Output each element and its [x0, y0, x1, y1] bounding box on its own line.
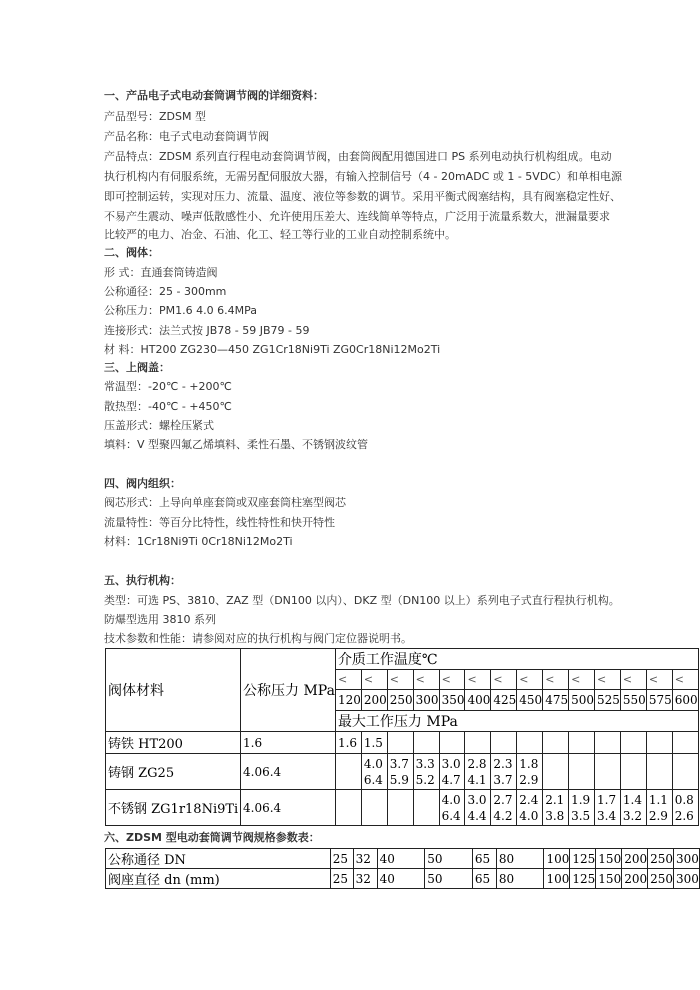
pressure-value-cell: [517, 790, 543, 826]
spec-value-cell: 25: [330, 869, 353, 889]
pressure-value-cell: [543, 790, 569, 826]
pressure-value-cell: [646, 732, 672, 754]
spec-row: [106, 869, 700, 889]
spec-value-cell: 65: [472, 849, 496, 869]
pressure-value-bottom: 5.2: [415, 772, 435, 787]
spec-value-cell: 25: [330, 849, 353, 869]
pressure-value-top: 2.3: [493, 756, 513, 771]
pressure-value-top: [390, 792, 413, 808]
spec-value-cell: 250: [648, 869, 674, 889]
pressure-value-top: 1.1: [648, 792, 668, 807]
pressure-value-cell: [543, 732, 569, 754]
spec-value-cell: 100: [544, 849, 570, 869]
pressure-value-cell: [595, 790, 621, 826]
less-than-cell: <: [646, 670, 672, 690]
pressure-value-top: [338, 756, 361, 772]
pressure-value-cell: [361, 754, 387, 790]
pressure-cell: 1.6: [241, 732, 336, 754]
pressure-value-bottom: 2.6: [674, 808, 694, 823]
material-cell: 铸钢 ZG25: [106, 754, 241, 790]
pressure-value-bottom: 6.4: [441, 808, 461, 823]
spec-label-cell: 公称通径 DN: [106, 849, 331, 869]
pressure-value-cell: [620, 754, 646, 790]
header-medium-temperature: 介质工作温度℃: [335, 649, 698, 670]
pressure-value-cell: [543, 754, 569, 790]
body-form: 形 式：直通套筒铸造阀: [104, 266, 218, 279]
gland-form: 压盖形式：螺栓压紧式: [104, 419, 214, 432]
actuator-type: 类型：可选 PS、3810、ZAZ 型（DN100 以内）、DKZ 型（DN100 以上）系列电子式直行程执行机构。: [104, 594, 620, 607]
explosion-proof: 防爆型选用 3810 系列: [104, 613, 216, 626]
pressure-value-cell: [491, 790, 517, 826]
pressure-temperature-table: [105, 648, 699, 826]
pressure-value-cell: [595, 754, 621, 790]
pressure-value-cell: [413, 754, 439, 790]
pressure-value-top: [623, 756, 646, 772]
spec-value-cell: 125: [570, 869, 596, 889]
spec-value-cell: 150: [596, 849, 622, 869]
spec-value-cell: 300: [674, 849, 700, 869]
temperature-cell: 575: [646, 690, 672, 711]
pressure-value-bottom: 4.2: [493, 808, 513, 823]
pressure-value-cell: [646, 790, 672, 826]
pressure-value-cell: [387, 790, 413, 826]
technical-parameters: 技术参数和性能：请参阅对应的执行机构与阀门定位器说明书。: [104, 632, 412, 645]
less-than-cell: <: [491, 670, 517, 690]
flow-characteristic: 流量特性：等百分比特性，线性特性和快开特性: [104, 516, 335, 529]
pressure-value-bottom: [338, 808, 361, 824]
header-nominal-pressure: 公称压力 MPa: [241, 649, 336, 732]
temperature-cell: 300: [413, 690, 439, 711]
pressure-value-top: [545, 756, 568, 772]
spec-value-cell: 50: [425, 869, 473, 889]
pressure-value-top: 0.8: [674, 792, 694, 807]
table-row-cast-iron: [106, 732, 699, 754]
spec-value-cell: 150: [596, 869, 622, 889]
pressure-value-bottom: 3.7: [493, 772, 513, 787]
spec-value-cell: 300: [674, 869, 700, 889]
spec-value-cell: 200: [622, 869, 648, 889]
specification-table: [105, 848, 700, 889]
spec-value-cell: 125: [570, 849, 596, 869]
header-body-material: 阀体材料: [106, 649, 241, 732]
pressure-value-cell: 1.6: [335, 732, 361, 754]
product-feature-line-1: 产品特点：ZDSM 系列直行程电动套筒调节阀，由套筒阀配用德国进口 PS 系列电动执行机构组成。电动: [104, 150, 612, 163]
pressure-value-bottom: [571, 772, 594, 788]
temperature-cell: 400: [465, 690, 491, 711]
spec-value-cell: 50: [425, 849, 473, 869]
pressure-value-cell: [439, 754, 465, 790]
header-max-working-pressure: 最大工作压力 MPa: [335, 711, 698, 732]
pressure-value-cell: [569, 754, 595, 790]
product-name: 产品名称：电子式电动套筒调节阀: [104, 130, 269, 143]
spec-value-cell: 32: [353, 849, 377, 869]
pressure-value-top: [675, 756, 698, 772]
normal-temp-type: 常温型：-20℃ - +200℃: [104, 380, 232, 393]
pressure-value-top: 3.7: [389, 756, 409, 771]
pressure-cell: 4.06.4: [241, 754, 336, 790]
less-than-cell: <: [672, 670, 698, 690]
pressure-value-cell: [517, 754, 543, 790]
pressure-value-cell: [491, 754, 517, 790]
pressure-value-bottom: [623, 772, 646, 788]
table-row-cast-steel: [106, 754, 699, 790]
pressure-value-cell: [413, 732, 439, 754]
section-1-heading: 一、产品电子式电动套筒调节阀的详细资料：: [104, 89, 324, 102]
less-than-cell: <: [387, 670, 413, 690]
pressure-value-cell: [620, 732, 646, 754]
spec-label-cell: 阀座直径 dn (mm): [106, 869, 331, 889]
pressure-value-top: [597, 756, 620, 772]
pressure-value-bottom: [338, 772, 361, 788]
pressure-value-top: 1.8: [519, 756, 539, 771]
pressure-value-bottom: 2.9: [648, 808, 668, 823]
spec-value-cell: 200: [622, 849, 648, 869]
less-than-cell: <: [543, 670, 569, 690]
temperature-cell: 200: [361, 690, 387, 711]
nominal-diameter: 公称通径：25 - 300mm: [104, 285, 227, 298]
pressure-value-cell: [439, 732, 465, 754]
body-material: 材 料：HT200 ZG230—450 ZG1Cr18Ni9Ti ZG0Cr18Ni12Mo2Ti: [104, 343, 441, 356]
section-5-heading: 五、执行机构：: [104, 574, 181, 587]
spec-value-cell: 40: [377, 869, 425, 889]
pressure-value-bottom: 3.2: [622, 808, 642, 823]
pressure-value-top: [416, 792, 439, 808]
section-4-heading: 四、阀内组织：: [104, 477, 181, 490]
less-than-cell: <: [413, 670, 439, 690]
nominal-pressure: 公称压力：PM1.6 4.0 6.4MPa: [104, 304, 257, 317]
trim-material: 材料：1Cr18Ni9Ti 0Cr18Ni12Mo2Ti: [104, 535, 293, 548]
pressure-value-bottom: 3.8: [545, 808, 565, 823]
pressure-value-bottom: [649, 772, 672, 788]
pressure-value-bottom: 4.0: [519, 808, 539, 823]
pressure-value-cell: [517, 732, 543, 754]
pressure-value-cell: [439, 790, 465, 826]
pressure-value-top: [338, 792, 361, 808]
pressure-value-cell: [335, 790, 361, 826]
pressure-value-cell: [335, 754, 361, 790]
pressure-value-top: [571, 756, 594, 772]
pressure-value-cell: [413, 790, 439, 826]
spec-value-cell: 40: [377, 849, 425, 869]
packing: 填料：V 型聚四氟乙烯填料、柔性石墨、不锈钢波纹管: [104, 438, 369, 451]
pressure-value-top: 3.3: [415, 756, 435, 771]
pressure-value-cell: 1.5: [361, 732, 387, 754]
connection-form: 连接形式：法兰式按 JB78 - 59 JB79 - 59: [104, 324, 310, 337]
pressure-value-cell: [465, 732, 491, 754]
pressure-value-top: 3.0: [467, 792, 487, 807]
temperature-cell: 475: [543, 690, 569, 711]
temperature-cell: 450: [517, 690, 543, 711]
spec-value-cell: 250: [648, 849, 674, 869]
heat-dissipating-type: 散热型：-40℃ - +450℃: [104, 400, 232, 413]
temperature-cell: 500: [569, 690, 595, 711]
less-than-cell: <: [361, 670, 387, 690]
pressure-value-bottom: [545, 772, 568, 788]
pressure-value-cell: [620, 790, 646, 826]
pressure-value-top: 4.0: [441, 792, 461, 807]
pressure-value-top: 2.4: [519, 792, 539, 807]
pressure-value-bottom: 3.4: [597, 808, 617, 823]
pressure-value-top: [649, 756, 672, 772]
pressure-value-bottom: 6.4: [363, 772, 383, 787]
pressure-value-top: 3.0: [441, 756, 461, 771]
section-3-heading: 三、上阀盖：: [104, 361, 170, 374]
pressure-value-cell: [672, 732, 698, 754]
pressure-value-bottom: [416, 808, 439, 824]
pressure-value-cell: [387, 754, 413, 790]
pressure-value-cell: [569, 790, 595, 826]
pressure-value-top: [364, 792, 387, 808]
pressure-value-top: 1.9: [571, 792, 591, 807]
spec-value-cell: 32: [353, 869, 377, 889]
product-model: 产品型号：ZDSM 型: [104, 110, 206, 123]
pressure-value-cell: [465, 754, 491, 790]
less-than-cell: <: [439, 670, 465, 690]
pressure-value-cell: [465, 790, 491, 826]
pressure-value-cell: [646, 754, 672, 790]
spec-value-cell: 65: [472, 869, 496, 889]
pressure-value-top: 4.0: [363, 756, 383, 771]
temperature-cell: 350: [439, 690, 465, 711]
spec-row: [106, 849, 700, 869]
plug-form: 阀芯形式：上导向单座套筒或双座套筒柱塞型阀芯: [104, 496, 346, 509]
spec-value-cell: 100: [544, 869, 570, 889]
less-than-cell: <: [569, 670, 595, 690]
pressure-value-cell: [361, 790, 387, 826]
spec-value-cell: 80: [496, 849, 544, 869]
pressure-value-bottom: 4.7: [441, 772, 461, 787]
pressure-cell: 4.06.4: [241, 790, 336, 826]
pressure-value-top: 2.1: [545, 792, 565, 807]
temperature-cell: 120: [335, 690, 361, 711]
less-than-cell: <: [595, 670, 621, 690]
pressure-value-top: 2.7: [493, 792, 513, 807]
temperature-cell: 600: [672, 690, 698, 711]
temperature-cell: 425: [491, 690, 517, 711]
product-feature-line-2: 执行机构内有伺服系统，无需另配伺服放大器，有输入控制信号（4 - 20mADC 或 1 - 5VDC）和单相电源: [104, 170, 622, 183]
pressure-value-bottom: 4.1: [467, 772, 487, 787]
pressure-value-bottom: 5.9: [389, 772, 409, 787]
material-cell: 铸铁 HT200: [106, 732, 241, 754]
less-than-cell: <: [465, 670, 491, 690]
product-feature-line-3: 即可控制运转，实现对压力、流量、温度、液位等参数的调节。采用平衡式阀塞结构，具有阀塞稳定性好、: [104, 190, 621, 203]
pressure-value-cell: [595, 732, 621, 754]
pressure-value-top: 1.7: [597, 792, 617, 807]
pressure-value-cell: [387, 732, 413, 754]
product-feature-line-4: 不易产生震动、噪声低散感性小、允许使用压差大、连线简单等特点，广泛用于流量系数大，泄漏量要求: [104, 210, 610, 223]
section-2-heading: 二、阀体：: [104, 246, 159, 259]
temperature-cell: 525: [595, 690, 621, 711]
temperature-cell: 550: [620, 690, 646, 711]
pressure-value-cell: [569, 732, 595, 754]
pressure-value-cell: [491, 732, 517, 754]
less-than-cell: <: [517, 670, 543, 690]
section-6-heading: 六、ZDSM 型电动套筒调节阀规格参数表：: [104, 831, 320, 844]
table-row-stainless-steel: [106, 790, 699, 826]
pressure-value-bottom: [390, 808, 413, 824]
pressure-value-bottom: [364, 808, 387, 824]
pressure-value-top: 2.8: [467, 756, 487, 771]
less-than-cell: <: [620, 670, 646, 690]
material-cell: 不锈钢 ZG1r18Ni9Ti: [106, 790, 241, 826]
pressure-value-bottom: 2.9: [519, 772, 539, 787]
pressure-value-bottom: [597, 772, 620, 788]
temperature-cell: 250: [387, 690, 413, 711]
pressure-value-bottom: [675, 772, 698, 788]
pressure-value-cell: [672, 754, 698, 790]
pressure-value-bottom: 4.4: [467, 808, 487, 823]
spec-value-cell: 80: [496, 869, 544, 889]
product-feature-line-5: 比较严的电力、冶金、石油、化工、轻工等行业的工业自动控制系统中。: [104, 228, 456, 241]
pressure-value-bottom: 3.5: [571, 808, 591, 823]
less-than-cell: <: [335, 670, 361, 690]
pressure-value-top: 1.4: [622, 792, 642, 807]
pressure-value-cell: [672, 790, 698, 826]
